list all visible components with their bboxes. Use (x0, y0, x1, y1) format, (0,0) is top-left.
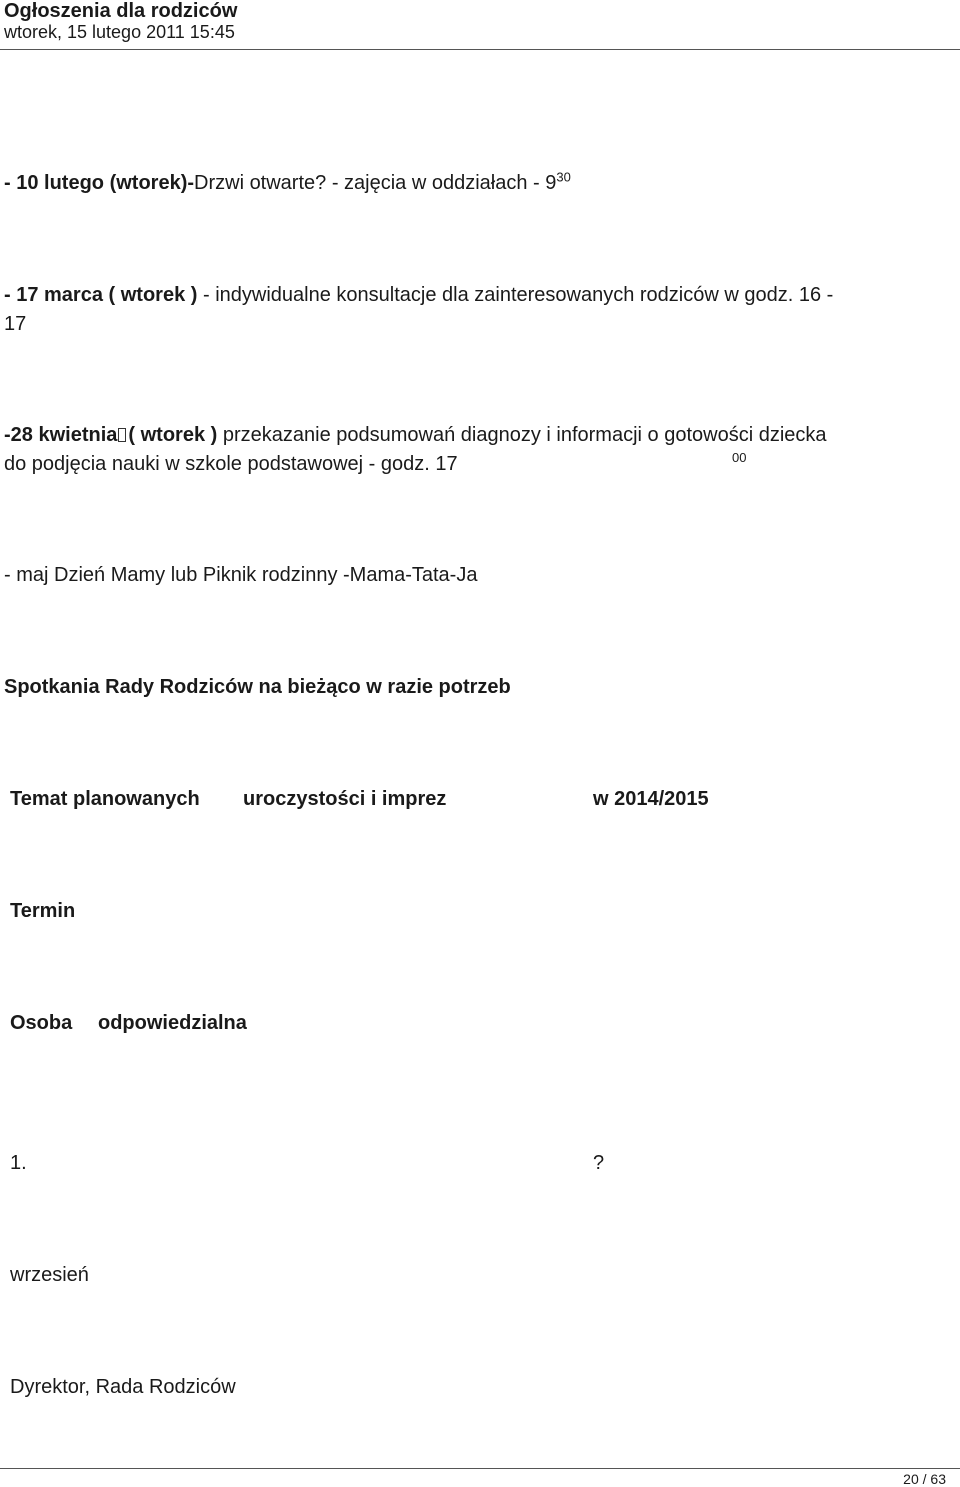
item-date: - 17 marca ( wtorek ) (4, 284, 198, 306)
table-row-termin: wrzesień (10, 1264, 89, 1286)
item-konsultacje-cont: 17 (4, 313, 27, 335)
table-row-osoba: Dyrektor, Rada Rodziców (10, 1376, 236, 1398)
item-day: ( wtorek ) (128, 424, 218, 446)
header-divider (0, 49, 960, 50)
footer-divider (0, 1468, 960, 1469)
missing-glyph-icon (118, 428, 126, 442)
table-header-uroczystosci: uroczystości i imprez (243, 788, 447, 810)
time-superscript: 00 (732, 450, 747, 465)
item-diagnoza-cont: do podjęcia nauki w szkole podstawowej - godz. 17 (4, 453, 458, 475)
post-date: wtorek, 15 lutego 2011 15:45 (4, 22, 235, 42)
item-text: Drzwi otwarte? - zajęcia w oddziałach - 9 (194, 172, 557, 194)
table-header-osoba: Osoba (10, 1012, 73, 1034)
item-konsultacje (4, 284, 833, 307)
page-title: Ogłoszenia dla rodziców (4, 0, 238, 22)
item-date: -28 kwietnia (4, 424, 118, 446)
table-header-termin: Termin (10, 900, 76, 922)
item-text: przekazanie podsumowań diagnozy i informacji o gotowości dziecka (217, 424, 827, 446)
table-header-temat: Temat planowanych (10, 788, 200, 810)
time-superscript: 30 (556, 169, 571, 185)
item-date: - 10 lutego (wtorek)- (4, 172, 195, 194)
table-header-odpowiedzialna: odpowiedzialna (98, 1012, 247, 1034)
table-row-number: 1. (10, 1152, 27, 1174)
page-number: 20 / 63 (903, 1471, 946, 1487)
item-drzwi-otwarte (4, 169, 571, 195)
table-row-event: ? (593, 1152, 605, 1174)
item-dzien-mamy: - maj Dzień Mamy lub Piknik rodzinny -Mama-Tata-Ja (4, 564, 478, 586)
item-text: - indywidualne konsultacje dla zainteresowanych rodziców w godz. 16 - (197, 284, 834, 306)
item-rada-rodzicow: Spotkania Rady Rodziców na bieżąco w razie potrzeb (4, 676, 511, 698)
table-header-rok: w 2014/2015 (593, 788, 709, 810)
item-diagnoza (4, 424, 827, 447)
